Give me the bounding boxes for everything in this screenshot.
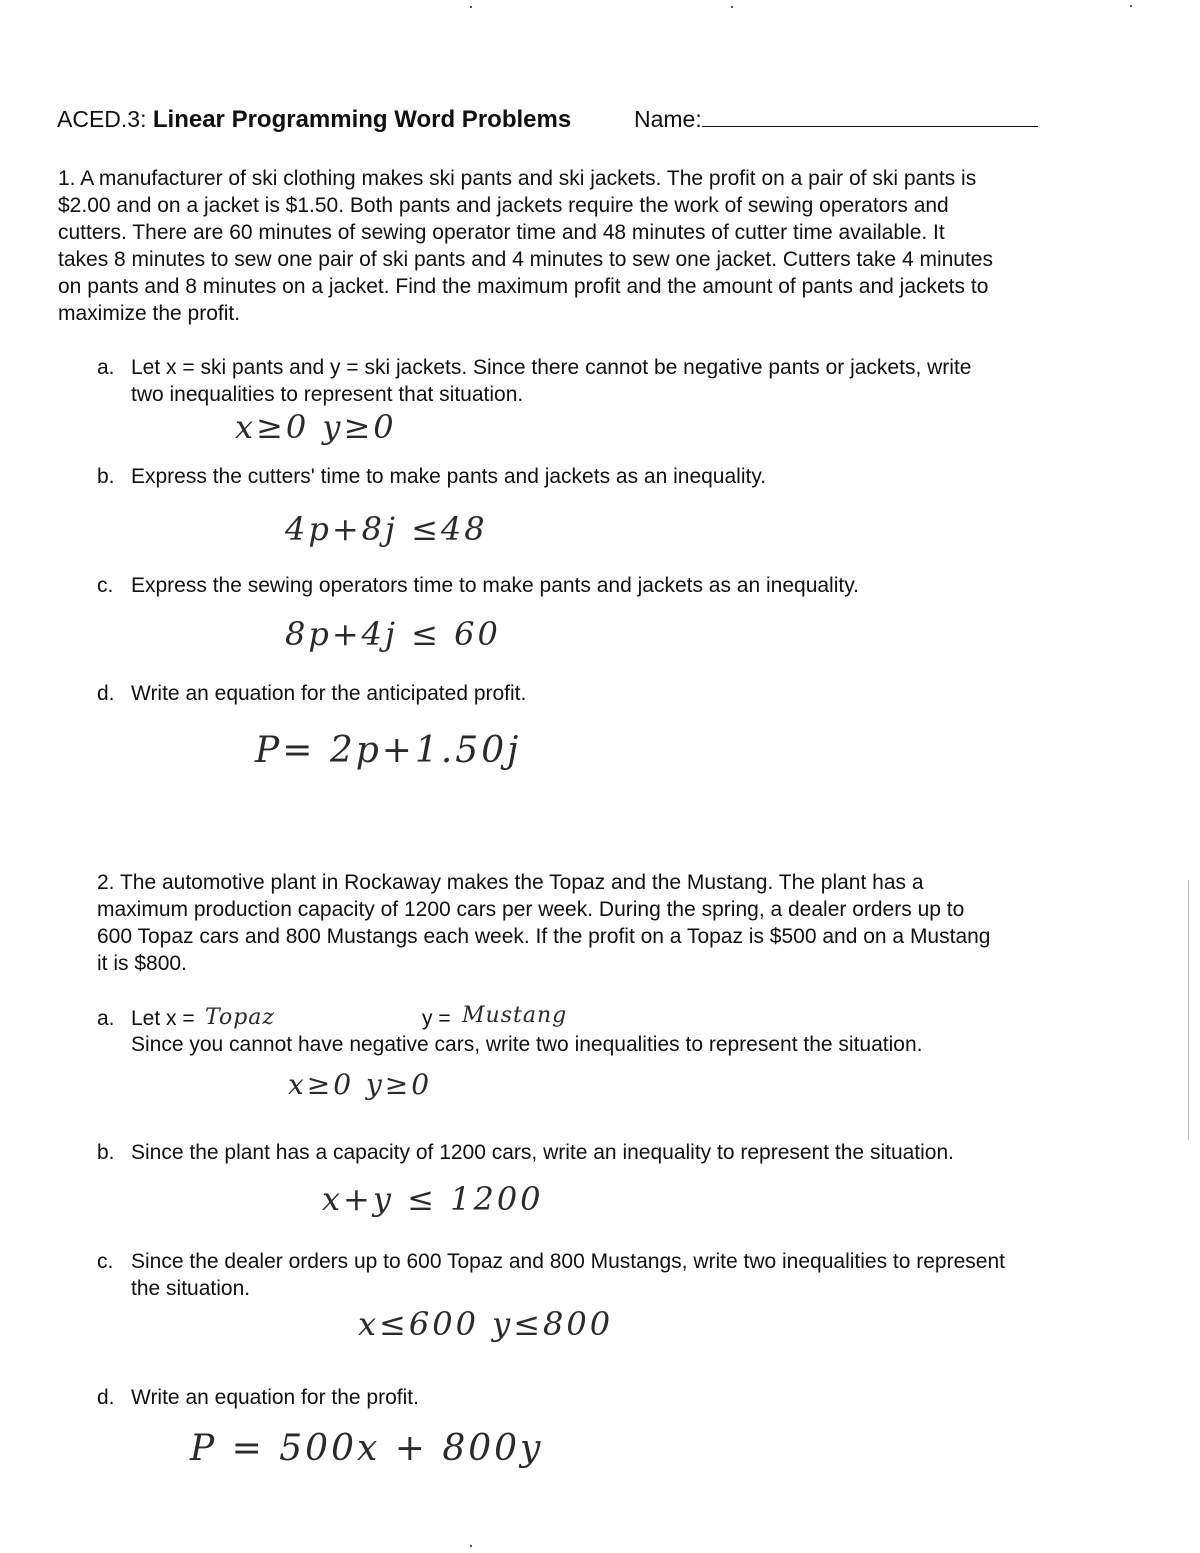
scan-speck — [470, 1545, 472, 1547]
let-x-text: Let x = — [131, 1007, 195, 1030]
part-label: a. — [97, 1007, 115, 1030]
problem-1-line: $2.00 and on a jacket is $1.50. Both pants and jackets require the work of sewing operators and — [58, 194, 949, 217]
scan-speck — [731, 6, 733, 8]
question-text: two inequalities to represent that situation. — [131, 383, 524, 406]
handwritten-answer: P = 500x + 800y — [190, 1428, 544, 1469]
title-text: Linear Programming Word Problems — [152, 106, 572, 133]
part-label: b. — [97, 1141, 115, 1164]
question-text: Write an equation for the anticipated profit. — [131, 682, 527, 705]
part-label: c. — [97, 1250, 114, 1273]
name-label: Name: — [633, 106, 702, 132]
problem-2-line: 2. The automotive plant in Rockaway makes the Topaz and the Mustang. The plant has a — [97, 871, 924, 894]
scan-edge — [1188, 880, 1189, 1140]
handwritten-answer: Topaz — [205, 1005, 276, 1030]
handwritten-answer: x≥0 y≥0 — [288, 1068, 433, 1101]
worksheet-title — [57, 104, 1038, 134]
scan-speck — [1130, 5, 1132, 7]
problem-1-line: maximize the profit. — [58, 302, 241, 325]
problem-1-line: on pants and 8 minutes on a jacket. Find the maximum profit and the amount of pants and jackets to — [58, 275, 989, 298]
problem-1-line: takes 8 minutes to sew one pair of ski pants and 4 minutes to sew one jacket. Cutters take 4 minutes — [58, 248, 993, 271]
problem-2-line: maximum production capacity of 1200 cars per week. During the spring, a dealer orders up to — [97, 898, 965, 921]
handwritten-answer: x≤600 y≤800 — [358, 1305, 614, 1343]
handwritten-answer: P= 2p+1.50j — [255, 730, 522, 771]
problem-2-line: it is $800. — [97, 952, 187, 975]
part-label: d. — [97, 682, 115, 705]
standard-code: ACED.3: — [57, 106, 147, 132]
let-y-text: y = — [422, 1007, 451, 1030]
problem-1-line: 1. A manufacturer of ski clothing makes ski pants and ski jackets. The profit on a pair of ski pants is — [58, 167, 977, 190]
part-label: a. — [97, 356, 115, 379]
problem-1-line: cutters. There are 60 minutes of sewing operator time and 48 minutes of cutter time available. It — [58, 221, 945, 244]
question-text: Write an equation for the profit. — [131, 1386, 419, 1409]
handwritten-answer: x≥0 y≥0 — [235, 408, 397, 446]
question-text: Since you cannot have negative cars, write two inequalities to represent the situation. — [131, 1033, 923, 1056]
question-text: the situation. — [131, 1277, 251, 1300]
name-blank — [702, 104, 1038, 127]
handwritten-answer: 4p+8j ≤48 — [285, 510, 488, 548]
part-label: b. — [97, 465, 115, 488]
problem-2-line: 600 Topaz cars and 800 Mustangs each week. If the profit on a Topaz is $500 and on a Mustang — [97, 925, 991, 948]
part-label: c. — [97, 574, 114, 597]
question-text: Let x = ski pants and y = ski jackets. Since there cannot be negative pants or jackets, write — [131, 356, 972, 379]
question-text: Since the plant has a capacity of 1200 cars, write an inequality to represent the situation. — [131, 1141, 954, 1164]
handwritten-answer: Mustang — [462, 1003, 568, 1028]
handwritten-answer: x+y ≤ 1200 — [322, 1180, 544, 1218]
handwritten-answer: 8p+4j ≤ 60 — [285, 615, 501, 653]
question-text: Express the cutters' time to make pants and jackets as an inequality. — [131, 465, 767, 488]
question-text: Express the sewing operators time to make pants and jackets as an inequality. — [131, 574, 859, 597]
part-label: d. — [97, 1386, 115, 1409]
scan-speck — [470, 6, 472, 8]
question-text: Since the dealer orders up to 600 Topaz and 800 Mustangs, write two inequalities to represent — [131, 1250, 1005, 1273]
